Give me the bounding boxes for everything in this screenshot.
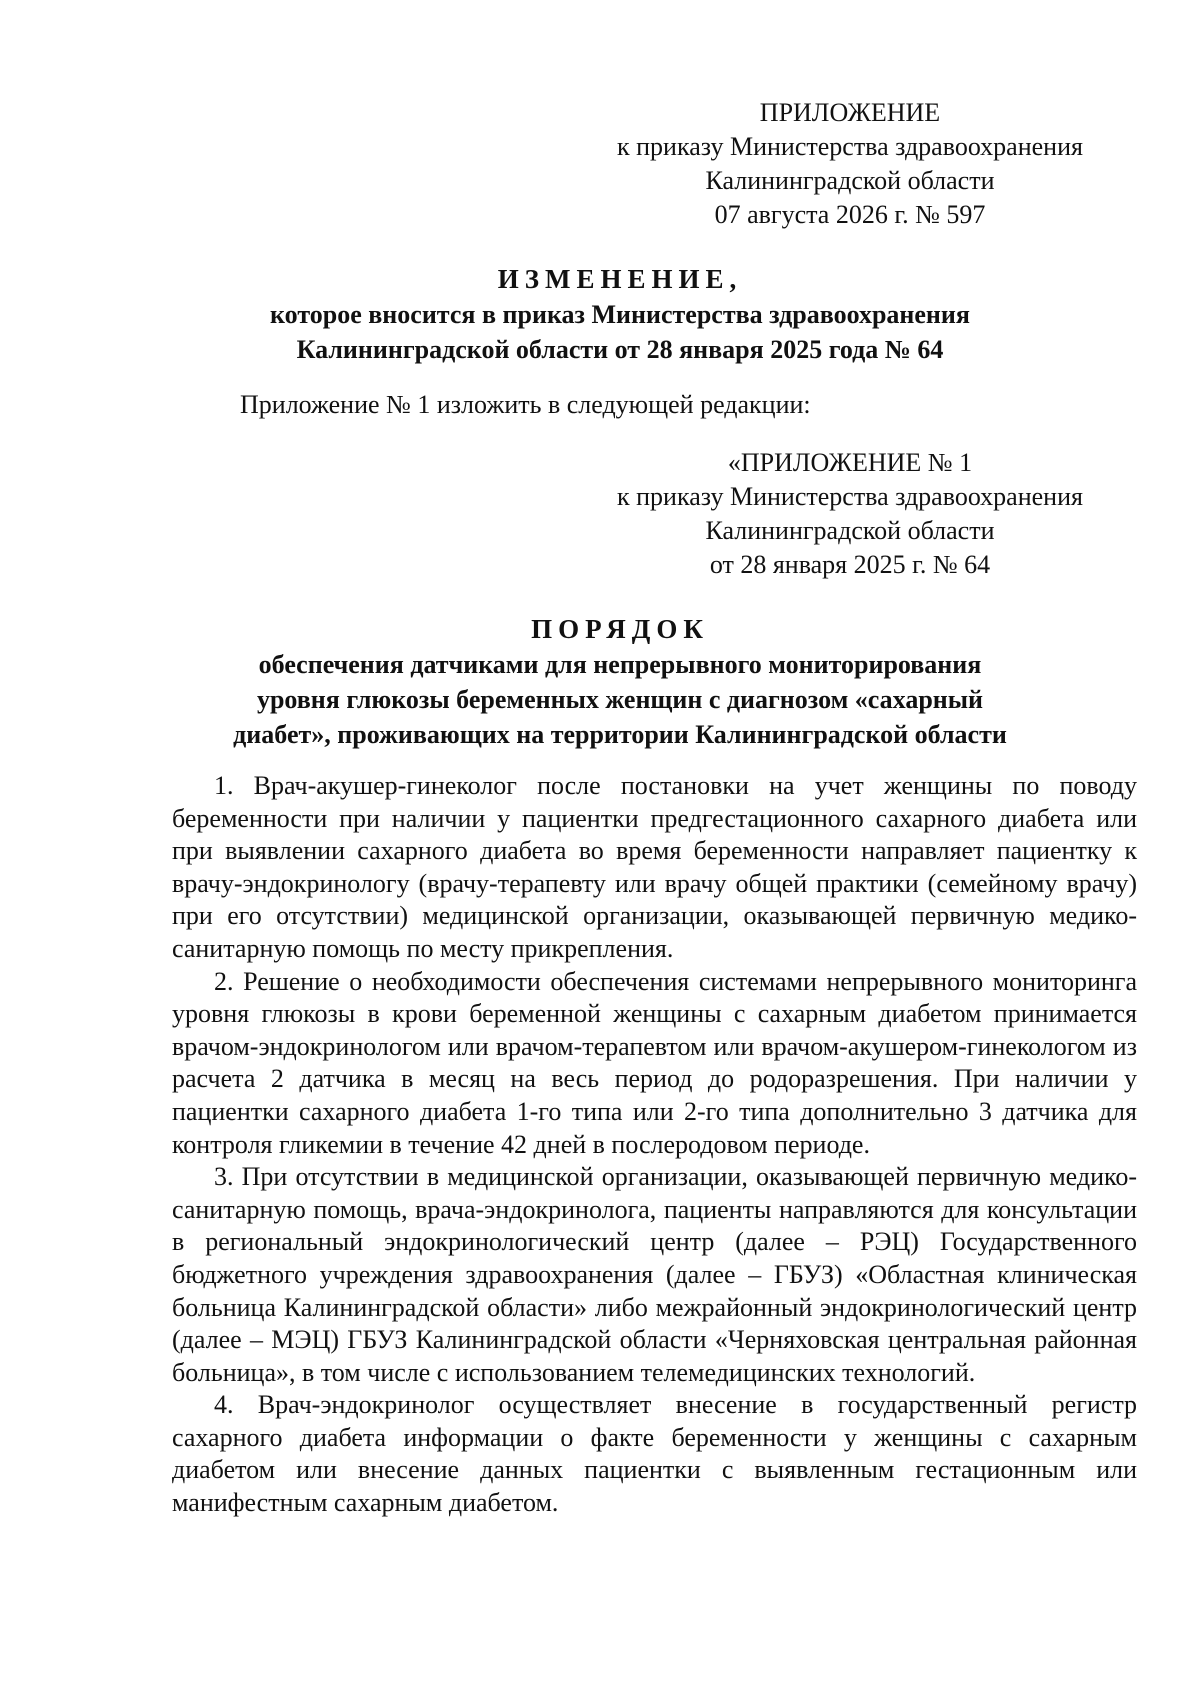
appendix-date-number: 07 августа 2026 г. № 597	[714, 200, 986, 229]
inner-appendix-title: «ПРИЛОЖЕНИЕ № 1	[727, 448, 973, 477]
change-subtitle-line1: которое вносится в приказ Министерства здравоохранения	[270, 300, 970, 329]
appendix-order-ref: к приказу Министерства здравоохранения	[617, 132, 1083, 161]
paragraph-2: 2. Решение о необходимости обеспечения системами непрерывного мониторинга уровня глюкозы в крови беременной женщины с сахарным диабетом принимается врачом-эндокринологом или врачом-терапевтом или врачом-акушером-гинекологом из расчета 2 датчика в месяц на весь период до родоразрешения. При наличии у пациентки сахарного диабета 1-го типа или 2-го типа дополнительно 3 датчика для контроля гликемии в течение 42 дней в послеродовом периоде.	[172, 966, 1137, 1159]
paragraph-4: 4. Врач-эндокринолог осуществляет внесение в государственный регистр сахарного диабета информации о факте беременности у женщины с сахарным диабетом или внесение данных пациентки с выявленным гестационным или манифестным сахарным диабетом.	[172, 1390, 1137, 1518]
appendix-region: Калининградской области	[705, 166, 995, 195]
change-heading	[160, 262, 1080, 367]
change-subtitle-line2: Калининградской области от 28 января 2025 года № 64	[296, 335, 944, 364]
order-title: ПОРЯДОК	[531, 614, 709, 644]
appendix-header	[560, 96, 1140, 232]
order-subtitle-line2: уровня глюкозы беременных женщин с диагнозом «сахарный	[256, 685, 984, 714]
intro-text: Приложение № 1 изложить в следующей редакции:	[240, 390, 811, 419]
order-body	[172, 770, 1137, 1520]
order-subtitle-line3: диабет», проживающих на территории Калининградской области	[233, 720, 1007, 749]
appendix-title: ПРИЛОЖЕНИЕ	[759, 98, 941, 127]
paragraph-3: 3. При отсутствии в медицинской организации, оказывающей первичную медико-санитарную помощь, врача-эндокринолога, пациенты направляются для консультации в региональный эндокринологический центр (далее – РЭЦ) Государственного бюджетного учреждения здравоохранения (далее – ГБУЗ) «Областная клиническая больница Калининградской области» либо межрайонный эндокринологический центр (далее – МЭЦ) ГБУЗ Калининградской области «Черняховская центральная районная больница», в том числе с использованием телемедицинских технологий.	[172, 1162, 1137, 1387]
order-heading	[160, 612, 1080, 752]
paragraph-1: 1. Врач-акушер-гинеколог после постановки на учет женщины по поводу беременности при наличии у пациентки предгестационного сахарного диабета или при выявлении сахарного диабета во время беременности направляет пациентку к врачу-эндокринологу (врачу-терапевту или врачу общей практики (семейному врачу) при его отсутствии) медицинской организации, оказывающей первичную медико-санитарную помощь по месту прикрепления.	[172, 771, 1137, 963]
change-title: ИЗМЕНЕНИЕ,	[497, 264, 743, 294]
inner-appendix-region: Калининградской области	[705, 516, 995, 545]
order-subtitle-line1: обеспечения датчиками для непрерывного мониторирования	[258, 650, 982, 679]
inner-appendix-order-ref: к приказу Министерства здравоохранения	[617, 482, 1083, 511]
inner-appendix-header	[560, 446, 1140, 582]
inner-appendix-date-number: от 28 января 2025 г. № 64	[709, 550, 991, 579]
